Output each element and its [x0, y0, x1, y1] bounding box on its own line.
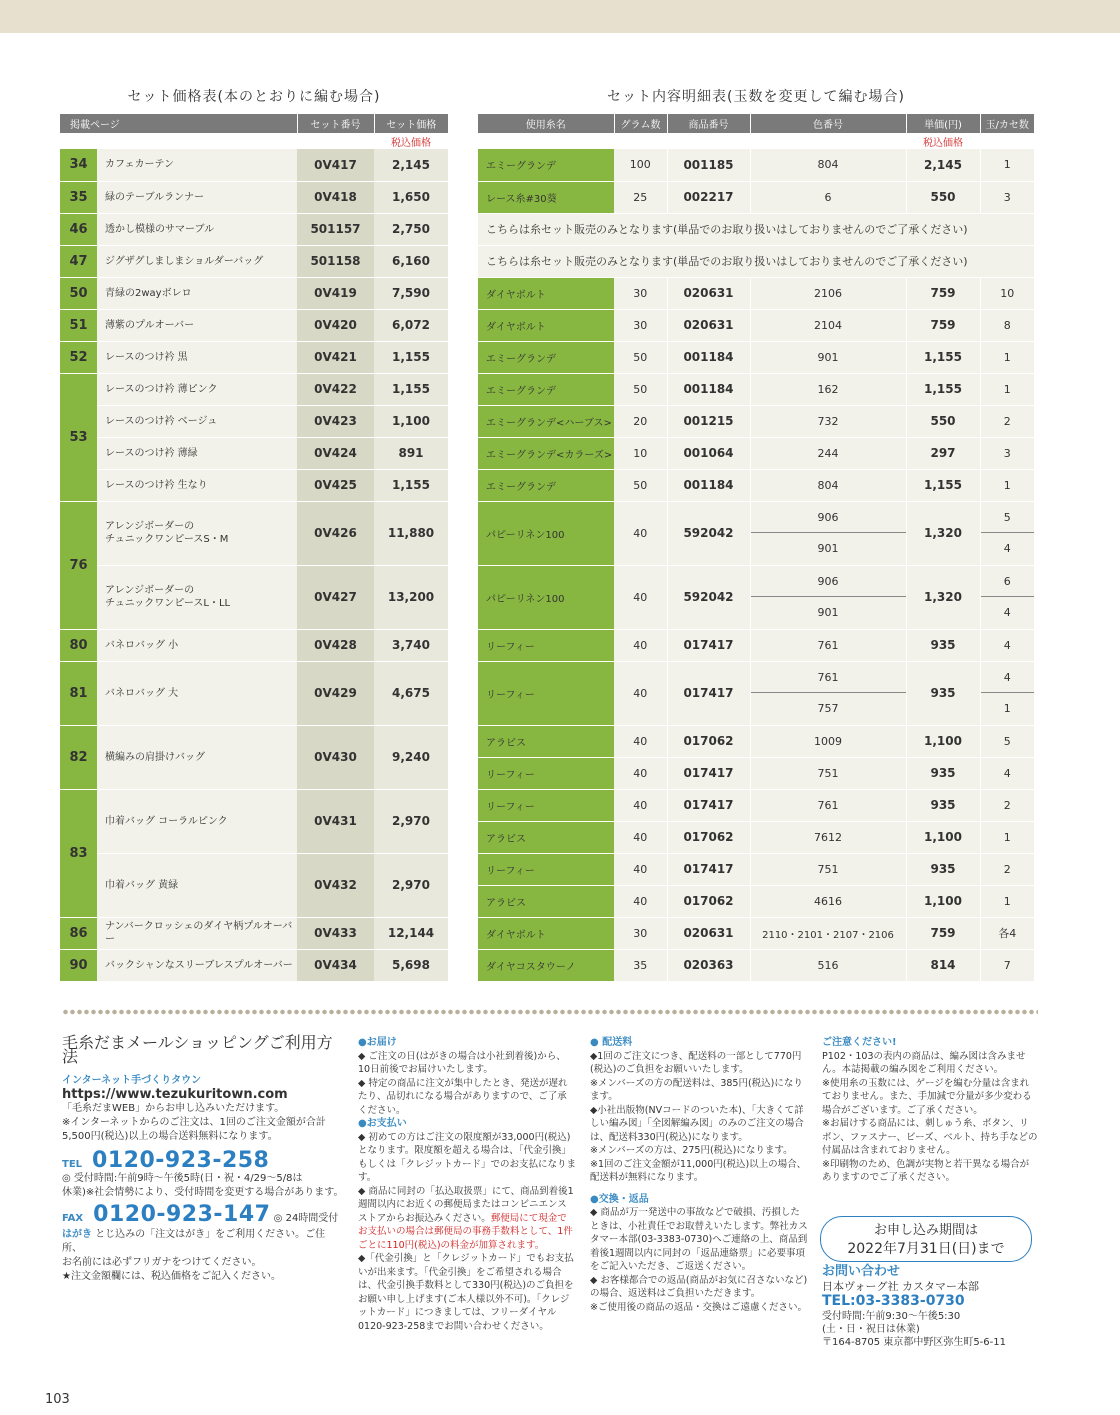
item-name: ジグザグしましまショルダーバッグ	[97, 245, 297, 277]
yarn-name: ダイヤコスタウーノ	[478, 949, 614, 981]
set-only-notice: こちらは糸セット販売のみとなります(単品でのお取り扱いはしておりませんのでご了承ください)	[478, 245, 1034, 277]
dotted-divider	[62, 1009, 1038, 1015]
product-code: 020631	[667, 917, 750, 949]
color-no: 751	[750, 757, 906, 789]
quantity: 5 4	[980, 501, 1034, 565]
item-name: バックシャンなスリーブレスプルオーバー	[97, 949, 297, 981]
color-no: 2106	[750, 277, 906, 309]
inquiry-tel[interactable]: TEL:03-3383-0730	[822, 1293, 965, 1309]
yarn-name: リーフィー	[478, 629, 614, 661]
yarn-name: ダイヤボルト	[478, 917, 614, 949]
yarn-name: エミーグランデ<カラーズ>	[478, 437, 614, 469]
color-no: 162	[750, 373, 906, 405]
product-code: 592042	[667, 501, 750, 565]
quantity: 5	[980, 725, 1034, 757]
item-name: 青緑の2wayボレロ	[97, 277, 297, 309]
color-no: 1009	[750, 725, 906, 757]
shipping-note: ※メンバーズの方は、275円(税込)になります。	[590, 1145, 793, 1156]
page-cell: 83	[60, 789, 97, 917]
color-no: 804	[750, 149, 906, 181]
delivery-payment-column	[358, 1036, 576, 1333]
yarn-name: アラビス	[478, 885, 614, 917]
quantity: 1	[980, 821, 1034, 853]
shipping-note: ※メンバーズの方の配送料は、385円(税込)になります。	[590, 1077, 803, 1102]
quantity: 各4	[980, 917, 1034, 949]
shipping-returns-column	[590, 1036, 808, 1314]
product-code: 592042	[667, 565, 750, 629]
notice-column	[822, 1036, 1038, 1185]
header-code: 商品番号	[667, 114, 750, 133]
item-name: カフェカーテン	[97, 149, 297, 181]
postcard-note: とじ込みの「注文はがき」をご利用ください。ご住所、	[62, 1229, 326, 1254]
gram: 25	[614, 181, 667, 213]
yarn-name: エミーグランデ<ハーブス>	[478, 405, 614, 437]
product-code: 017062	[667, 885, 750, 917]
page-cell: 47	[60, 245, 97, 277]
returns-note: ◆ 商品が万一発送中の事故などで破損、汚損したときは、小社責任でお取替えいたします。弊社カスタマー本部(03-3383-0730)へご連絡の上、商品到着後1週間以内に同封の「返品連絡票」に必要事項をご記入いただき、ご返送ください。	[590, 1207, 808, 1272]
set-price: 13,200	[374, 565, 448, 629]
yarn-name: パピーリネン100	[478, 501, 614, 565]
fax-note: ◎ 24時間受付	[273, 1213, 339, 1224]
set-price: 2,970	[374, 853, 448, 917]
quantity: 1	[980, 149, 1034, 181]
quantity: 2	[980, 853, 1034, 885]
item-name: バネロバッグ 大	[97, 661, 297, 725]
product-code: 017062	[667, 725, 750, 757]
gram: 50	[614, 373, 667, 405]
unit-tax-label: 税込価格	[906, 133, 980, 149]
web-note: 5,500円(税込)以上の場合送料無料になります。	[62, 1131, 278, 1142]
set-number: 0V419	[297, 277, 374, 309]
gram: 100	[614, 149, 667, 181]
item-name: ナンバークロッシェのダイヤ柄プルオーバー	[97, 917, 297, 949]
set-price: 7,590	[374, 277, 448, 309]
yarn-name: アラビス	[478, 725, 614, 757]
page-cell: 53	[60, 373, 97, 501]
set-number: 0V422	[297, 373, 374, 405]
unit-price: 1,155	[906, 469, 980, 501]
top-band	[0, 0, 1120, 33]
product-code: 001184	[667, 469, 750, 501]
product-code: 001185	[667, 149, 750, 181]
payment-fee-warning: 郵便局にて現金でお支払いの場合は郵便局の事務手数料として、1件ごとに110円(税込)の料金が加算されます。	[358, 1212, 573, 1251]
set-number: 0V417	[297, 149, 374, 181]
quantity: 4	[980, 757, 1034, 789]
item-name: アレンジボーダーの チュニックワンピースL・LL	[97, 565, 297, 629]
item-name: 緑のテーブルランナー	[97, 181, 297, 213]
notice-note: ※使用糸の玉数には、ゲージを編む分量は含まれておりません。また、手加減で分量が多少変わる場合がございます。ご了承ください。	[822, 1077, 1032, 1116]
header-set-price: セット価格	[374, 114, 448, 133]
period-label: お申し込み期間は	[873, 1223, 978, 1238]
quantity: 3	[980, 181, 1034, 213]
page-cell: 82	[60, 725, 97, 789]
product-code: 001184	[667, 341, 750, 373]
yarn-name: レース糸#30葵	[478, 181, 614, 213]
color-no: 7612	[750, 821, 906, 853]
gram: 40	[614, 501, 667, 565]
page-cell: 35	[60, 181, 97, 213]
unit-price: 550	[906, 405, 980, 437]
gram: 40	[614, 757, 667, 789]
quantity: 10	[980, 277, 1034, 309]
quantity: 8	[980, 309, 1034, 341]
set-price: 2,750	[374, 213, 448, 245]
set-price: 6,072	[374, 309, 448, 341]
unit-price: 1,320	[906, 501, 980, 565]
color-no: 244	[750, 437, 906, 469]
color-no: 2110・2101・2107・2106	[750, 917, 906, 949]
header-unit-price: 単価(円)	[906, 114, 980, 133]
gram: 40	[614, 821, 667, 853]
header-gram: グラム数	[614, 114, 667, 133]
postcard-heading: はがき	[62, 1229, 92, 1240]
web-note: 「毛糸だまWEB」からお申し込みいただけます。	[62, 1103, 285, 1114]
set-price: 1,650	[374, 181, 448, 213]
yarn-name: ダイヤボルト	[478, 309, 614, 341]
quantity: 1	[980, 885, 1034, 917]
color-no: 732	[750, 405, 906, 437]
set-number: 0V432	[297, 853, 374, 917]
gram: 40	[614, 629, 667, 661]
set-price: 2,145	[374, 149, 448, 181]
page-cell: 90	[60, 949, 97, 981]
payment-note: ◆ 商品に同封の「払込取扱票」にて、商品到着後1週間以内にお近くの郵便局またはコンビニエンスストアからお振込みください。	[358, 1185, 574, 1224]
product-code: 017417	[667, 629, 750, 661]
yarn-name: リーフィー	[478, 853, 614, 885]
unit-price: 759	[906, 917, 980, 949]
color-no: 906 901	[750, 501, 906, 565]
gram: 35	[614, 949, 667, 981]
set-price: 1,155	[374, 469, 448, 501]
item-name: レースのつけ衿 黒	[97, 341, 297, 373]
gram: 50	[614, 469, 667, 501]
set-price: 4,675	[374, 661, 448, 725]
returns-heading: ●交換・返品	[590, 1193, 649, 1205]
color-no: 906 901	[750, 565, 906, 629]
set-number: 501158	[297, 245, 374, 277]
set-price: 1,100	[374, 405, 448, 437]
gram: 30	[614, 917, 667, 949]
color-no: 4616	[750, 885, 906, 917]
shipping-heading: ● 配送料	[590, 1037, 633, 1048]
inquiry-block	[822, 1264, 1038, 1349]
inquiry-heading: お問い合わせ	[822, 1264, 901, 1279]
item-name: レースのつけ衿 薄ピンク	[97, 373, 297, 405]
yarn-name: エミーグランデ	[478, 373, 614, 405]
set-price: 1,155	[374, 373, 448, 405]
notice-note: ※お届けする商品には、刺しゅう糸、ボタン、リボン、ファスナー、ビーズ、ベルト、持ち手などの付属品は含まれておりません。	[822, 1118, 1038, 1156]
set-detail-table	[478, 114, 1034, 982]
page-cell: 86	[60, 917, 97, 949]
tel-number[interactable]: 0120-923-258	[92, 1148, 270, 1173]
page-cell: 51	[60, 309, 97, 341]
page-number: 103	[45, 1392, 70, 1407]
period-date: 2022年7月31日(日)まで	[847, 1241, 1005, 1257]
item-name: 巾着バッグ 黄緑	[97, 853, 297, 917]
header-set-no: セット番号	[297, 114, 374, 133]
quantity: 1	[980, 373, 1034, 405]
delivery-note: ◆ 特定の商品に注文が集中したとき、発送が遅れたり、品切れになる場合がありますので、ご了承ください。	[358, 1077, 568, 1116]
unit-price: 814	[906, 949, 980, 981]
color-no: 2104	[750, 309, 906, 341]
gram: 40	[614, 565, 667, 629]
gram: 10	[614, 437, 667, 469]
page-cell: 50	[60, 277, 97, 309]
yarn-name: エミーグランデ	[478, 149, 614, 181]
inquiry-hours: 受付時間:午前9:30〜午後5:30	[822, 1311, 961, 1322]
yarn-name: パピーリネン100	[478, 565, 614, 629]
unit-price: 1,155	[906, 341, 980, 373]
set-price-table	[60, 114, 448, 982]
notice-note: P102・103の表内の商品は、編み図は含みません。本誌掲載の編み図をご利用ください。	[822, 1050, 1026, 1075]
fax-label: FAX	[62, 1213, 84, 1224]
item-name: 横編みの肩掛けバッグ	[97, 725, 297, 789]
color-no: 761	[750, 789, 906, 821]
tax-label: 税込価格	[374, 133, 448, 149]
quantity: 1	[980, 341, 1034, 373]
shipping-note: ◆1回のご注文につき、配送料の一部として770円(税込)のご負担をお願いいたします。	[590, 1050, 802, 1075]
set-price: 9,240	[374, 725, 448, 789]
set-price: 891	[374, 437, 448, 469]
set-number: 0V418	[297, 181, 374, 213]
quantity: 4	[980, 629, 1034, 661]
set-price: 5,698	[374, 949, 448, 981]
color-no: 804	[750, 469, 906, 501]
set-number: 501157	[297, 213, 374, 245]
quantity: 6 4	[980, 565, 1034, 629]
application-period-box	[820, 1216, 1032, 1262]
product-code: 002217	[667, 181, 750, 213]
gram: 50	[614, 341, 667, 373]
set-number: 0V425	[297, 469, 374, 501]
header-qty: 玉/カセ数	[980, 114, 1034, 133]
left-table-title: セット価格表(本のとおりに編む場合)	[127, 89, 381, 105]
item-name: レースのつけ衿 生なり	[97, 469, 297, 501]
color-no: 751	[750, 853, 906, 885]
page-cell: 76	[60, 501, 97, 629]
quantity: 7	[980, 949, 1034, 981]
color-no: 761 757	[750, 661, 906, 725]
set-number: 0V420	[297, 309, 374, 341]
product-code: 001215	[667, 405, 750, 437]
item-name: 薄紫のプルオーバー	[97, 309, 297, 341]
set-price: 1,155	[374, 341, 448, 373]
set-number: 0V426	[297, 501, 374, 565]
product-code: 017417	[667, 789, 750, 821]
set-number: 0V423	[297, 405, 374, 437]
set-only-notice: こちらは糸セット販売のみとなります(単品でのお取り扱いはしておりませんのでご了承ください)	[478, 213, 1034, 245]
page-cell: 80	[60, 629, 97, 661]
yarn-name: リーフィー	[478, 757, 614, 789]
gram: 40	[614, 885, 667, 917]
tel-label: TEL	[62, 1159, 83, 1170]
web-note: ※インターネットからのご注文は、1回のご注文金額が合計	[62, 1117, 326, 1128]
notice-heading: ご注意ください!	[822, 1037, 897, 1048]
unit-price: 935	[906, 853, 980, 885]
unit-price: 1,100	[906, 821, 980, 853]
item-name: アレンジボーダーの チュニックワンピースS・M	[97, 501, 297, 565]
set-number: 0V433	[297, 917, 374, 949]
shipping-note: ◆小社出版物(NVコードのついた本)、「大きくて詳しい編み図」「全図解編み図」のみのご注文の場合は、配送料330円(税込)になります。	[590, 1104, 804, 1143]
gram: 30	[614, 277, 667, 309]
set-number: 0V430	[297, 725, 374, 789]
unit-price: 935	[906, 789, 980, 821]
quantity: 1	[980, 469, 1034, 501]
payment-note: ◆ 初めての方はご注文の限度額が33,000円(税込)となります。限度額を超える場合は、「代金引換」もしくは「クレジットカード」でのお支払になります。	[358, 1131, 576, 1183]
set-price: 6,160	[374, 245, 448, 277]
returns-note: ◆ お客様都合での返品(商品がお気に召さないなど)の場合、返送料はご負担いただきます。	[590, 1274, 808, 1299]
yarn-name: リーフィー	[478, 789, 614, 821]
yarn-name: リーフィー	[478, 661, 614, 725]
shipping-note: ※1回のご注文金額が11,000円(税込)以上の場合、配送料が無料になります。	[590, 1158, 807, 1183]
set-number: 0V424	[297, 437, 374, 469]
set-price: 3,740	[374, 629, 448, 661]
unit-price: 297	[906, 437, 980, 469]
color-no: 516	[750, 949, 906, 981]
yarn-name: エミーグランデ	[478, 341, 614, 373]
item-name: 巾着バッグ コーラルピンク	[97, 789, 297, 853]
company-name: 日本ヴォーグ社 カスタマー本部	[822, 1280, 980, 1293]
ordering-title: 毛糸だまメールショッピングご利用方法	[62, 1033, 333, 1066]
product-code: 001184	[667, 373, 750, 405]
product-code: 017062	[667, 821, 750, 853]
gram: 40	[614, 725, 667, 757]
inquiry-hours: (土・日・祝日は休業)	[822, 1324, 920, 1335]
unit-price: 935	[906, 661, 980, 725]
color-no: 761	[750, 629, 906, 661]
unit-price: 759	[906, 309, 980, 341]
product-code: 001064	[667, 437, 750, 469]
payment-heading: ●お支払い	[358, 1118, 407, 1129]
unit-price: 550	[906, 181, 980, 213]
website-link[interactable]: https://www.tezukuritown.com	[62, 1087, 288, 1102]
set-number: 0V428	[297, 629, 374, 661]
unit-price: 935	[906, 629, 980, 661]
postcard-note: お名前には必ずフリガナをつけてください。	[62, 1257, 262, 1268]
gram: 40	[614, 789, 667, 821]
product-code: 020631	[667, 309, 750, 341]
product-code: 017417	[667, 853, 750, 885]
gram: 40	[614, 661, 667, 725]
delivery-note: ◆ ご注文の日(はがきの場合は小社到着後)から、10日前後でお届けいたします。	[358, 1050, 566, 1075]
set-price: 2,970	[374, 789, 448, 853]
returns-note: ※ご使用後の商品の返品・交換はご遠慮ください。	[590, 1301, 807, 1313]
tel-hours: ◎ 受付時間:午前9時〜午後5時(日・祝・4/29〜5/8は	[62, 1173, 303, 1184]
header-page: 掲載ページ	[60, 114, 297, 133]
page-cell: 81	[60, 661, 97, 725]
unit-price: 1,155	[906, 373, 980, 405]
product-code: 020363	[667, 949, 750, 981]
quantity: 3	[980, 437, 1034, 469]
inquiry-address: 〒164-8705 東京都中野区弥生町5-6-11	[822, 1337, 1006, 1348]
quantity: 4 1	[980, 661, 1034, 725]
product-code: 017417	[667, 757, 750, 789]
tel-hours: 休業)※社会情勢により、受付時間を変更する場合があります。	[62, 1187, 344, 1198]
yarn-name: ダイヤボルト	[478, 277, 614, 309]
product-code: 017417	[667, 661, 750, 725]
ordering-info-column	[62, 1033, 344, 1284]
set-number: 0V429	[297, 661, 374, 725]
right-table-title: セット内容明細表(玉数を変更して編む場合)	[607, 89, 905, 105]
quantity: 2	[980, 405, 1034, 437]
color-no: 6	[750, 181, 906, 213]
page-cell: 52	[60, 341, 97, 373]
unit-price: 1,320	[906, 565, 980, 629]
delivery-heading: ●お届け	[358, 1037, 397, 1048]
product-code: 020631	[667, 277, 750, 309]
set-number: 0V434	[297, 949, 374, 981]
postcard-note: ★注文金額欄には、税込価格をご記入ください。	[62, 1271, 281, 1282]
set-price: 12,144	[374, 917, 448, 949]
set-number: 0V421	[297, 341, 374, 373]
quantity: 2	[980, 789, 1034, 821]
yarn-name: エミーグランデ	[478, 469, 614, 501]
item-name: レースのつけ衿 薄緑	[97, 437, 297, 469]
set-number: 0V427	[297, 565, 374, 629]
header-yarn: 使用糸名	[478, 114, 614, 133]
internet-heading: インターネット手づくりタウン	[62, 1075, 202, 1086]
gram: 40	[614, 853, 667, 885]
item-name: レースのつけ衿 ベージュ	[97, 405, 297, 437]
gram: 30	[614, 309, 667, 341]
gram: 20	[614, 405, 667, 437]
unit-price: 1,100	[906, 725, 980, 757]
unit-price: 1,100	[906, 885, 980, 917]
set-number: 0V431	[297, 789, 374, 853]
payment-note: ◆「代金引換」と「クレジットカード」でもお支払いが出来ます。「代金引換」をご希望される場合は、代金引換手数料として330円(税込)のご負担をお願い申し上げます(ご本人様以外不可)。「クレジットカード」につきましては、フリーダイヤル0120-923-258までお問い合わせください。	[358, 1253, 574, 1332]
item-name: バネロバッグ 小	[97, 629, 297, 661]
page-cell: 46	[60, 213, 97, 245]
item-name: 透かし模様のサマーブル	[97, 213, 297, 245]
notice-note: ※印刷物のため、色調が実物と若干異なる場合がありますのでご了承ください。	[822, 1158, 1030, 1183]
unit-price: 2,145	[906, 149, 980, 181]
color-no: 901	[750, 341, 906, 373]
unit-price: 759	[906, 277, 980, 309]
set-price: 11,880	[374, 501, 448, 565]
page-cell: 34	[60, 149, 97, 181]
header-color: 色番号	[750, 114, 906, 133]
fax-number[interactable]: 0120-923-147	[93, 1202, 271, 1227]
unit-price: 935	[906, 757, 980, 789]
yarn-name: アラビス	[478, 821, 614, 853]
